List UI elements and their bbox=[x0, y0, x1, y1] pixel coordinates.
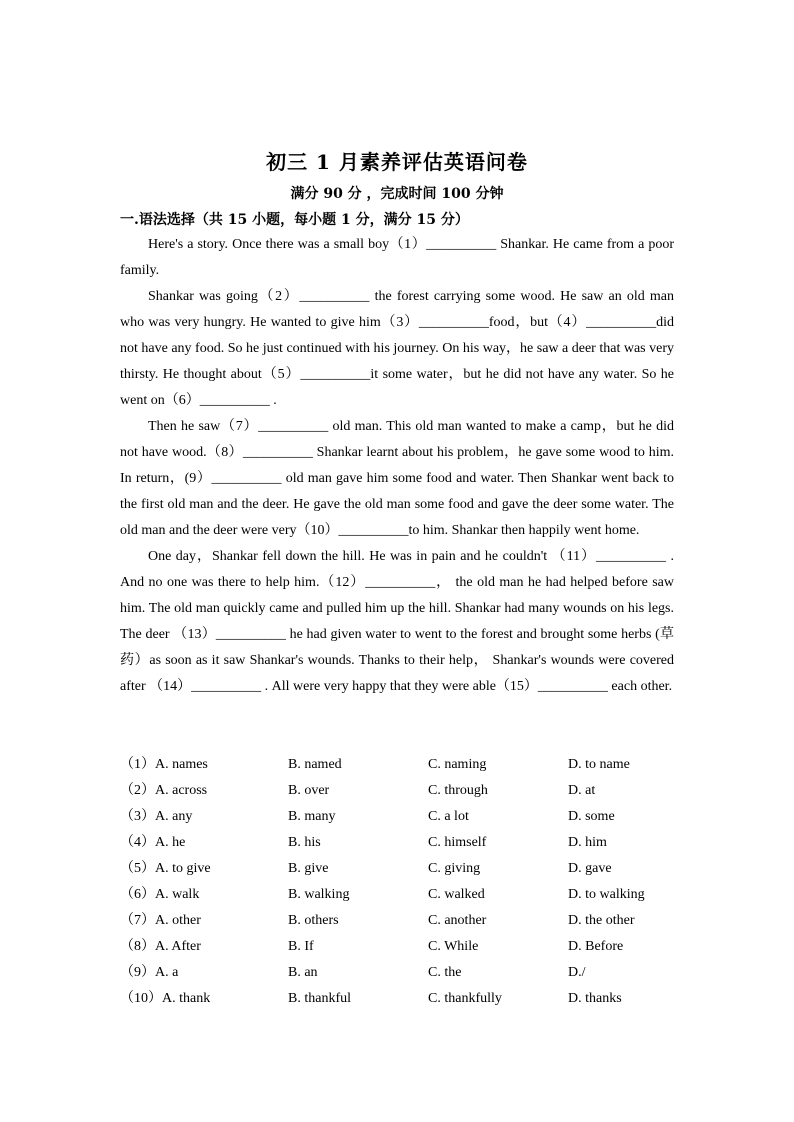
option-c: C. a lot bbox=[428, 809, 469, 824]
passage-paragraph: One day，Shankar fell down the hill. He was in pain and he couldn't （11）__________ . And no one was there to help him.（12）__________， the old man he had helped before saw him. The old man quickly came and pulled him up the hill. Shankar had many wounds on his legs. The deer （13）__________ he had given water to went to the forest and brought some herbs (草药）as soon as it saw Shankar's wounds. Thanks to their help， Shankar's wounds were covered after （14）__________ . All were very happy that they were able（15）__________ each other. bbox=[120, 549, 674, 694]
option-d: D. thanks bbox=[568, 991, 622, 1006]
option-d: D. some bbox=[568, 809, 615, 824]
option-b: B. his bbox=[288, 835, 321, 850]
option-a: （7）A. other bbox=[120, 913, 201, 928]
option-row bbox=[120, 882, 680, 908]
reading-passage bbox=[120, 232, 674, 700]
exam-subtitle: 满分 90 分 ，完成时间 100 分钟 bbox=[290, 186, 504, 202]
option-a: （6）A. walk bbox=[120, 887, 200, 902]
option-row bbox=[120, 908, 680, 934]
option-b: B. give bbox=[288, 861, 329, 876]
option-d: D./ bbox=[568, 965, 586, 980]
option-c: C. the bbox=[428, 965, 462, 980]
option-row bbox=[120, 752, 680, 778]
section-heading: 一.语法选择（共 15 小题，每小题 1 分，满分 15 分） bbox=[120, 212, 469, 228]
option-b: B. If bbox=[288, 939, 314, 954]
option-c: C. thankfully bbox=[428, 991, 502, 1006]
passage-paragraph: Here's a story. Once there was a small boy（1）__________ Shankar. He came from a poor family. bbox=[120, 237, 674, 278]
option-a: （8）A. After bbox=[120, 939, 201, 954]
option-row bbox=[120, 778, 680, 804]
page-title: 初三 1 月素养评估英语问卷 bbox=[266, 150, 528, 174]
option-a: （9）A. a bbox=[120, 965, 179, 980]
option-row bbox=[120, 986, 680, 1012]
option-row bbox=[120, 934, 680, 960]
option-c: C. While bbox=[428, 939, 479, 954]
option-a: （5）A. to give bbox=[120, 861, 211, 876]
passage-paragraph: Shankar was going（2）__________ the forest carrying some wood. He saw an old man who was very hungry. He wanted to give him（3）__________food，but（4）__________did not have any food. So he just continued with his journey. On his way，he saw a deer that was very thirsty. He thought about（5）__________it some water，but he did not have any water. So he went on（6）__________ . bbox=[120, 289, 674, 408]
option-b: B. an bbox=[288, 965, 318, 980]
option-b: B. over bbox=[288, 783, 330, 798]
passage-paragraph: Then he saw（7）__________ old man. This old man wanted to make a camp，but he did not have wood.（8）__________ Shankar learnt about his problem，he gave some wood to him. In return，(9）__________ old man gave him some food and water. Then Shankar went back to the first old man and the deer. He gave the old man some food and gave the deer some water. The old man and the deer were very（10）__________to him. Shankar then happily went home. bbox=[120, 419, 674, 538]
option-d: D. him bbox=[568, 835, 607, 850]
option-d: D. to walking bbox=[568, 887, 645, 902]
option-c: C. naming bbox=[428, 757, 487, 772]
option-a: （10）A. thank bbox=[120, 991, 211, 1006]
option-row bbox=[120, 856, 680, 882]
option-d: D. Before bbox=[568, 939, 624, 954]
option-d: D. at bbox=[568, 783, 596, 798]
option-a: （2）A. across bbox=[120, 783, 208, 798]
option-row bbox=[120, 804, 680, 830]
option-c: C. walked bbox=[428, 887, 485, 902]
option-a: （1）A. names bbox=[120, 757, 208, 772]
option-d: D. to name bbox=[568, 757, 630, 772]
option-a: （4）A. he bbox=[120, 835, 186, 850]
option-row bbox=[120, 960, 680, 986]
option-b: B. many bbox=[288, 809, 336, 824]
answer-options-table bbox=[120, 752, 680, 1012]
option-b: B. others bbox=[288, 913, 339, 928]
option-c: C. through bbox=[428, 783, 488, 798]
option-b: B. named bbox=[288, 757, 342, 772]
option-d: D. gave bbox=[568, 861, 612, 876]
option-c: C. giving bbox=[428, 861, 481, 876]
option-b: B. walking bbox=[288, 887, 350, 902]
option-b: B. thankful bbox=[288, 991, 351, 1006]
option-c: C. himself bbox=[428, 835, 487, 850]
option-row bbox=[120, 830, 680, 856]
option-a: （3）A. any bbox=[120, 809, 193, 824]
option-c: C. another bbox=[428, 913, 487, 928]
option-d: D. the other bbox=[568, 913, 635, 928]
